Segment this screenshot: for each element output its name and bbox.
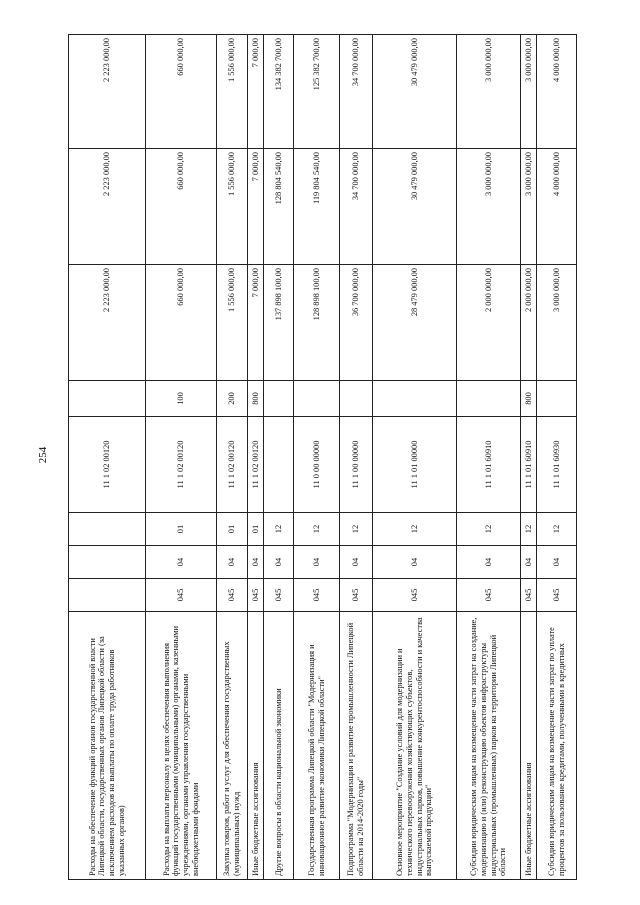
budget-table-body	[69, 35, 577, 880]
row-expense-type-code: 200	[217, 381, 248, 417]
row-admin-code: 045	[340, 579, 373, 612]
row-target-code: 11 1 02 00120	[146, 417, 217, 513]
row-name: Иные бюджетные ассигнования	[248, 612, 264, 880]
row-expense-type-code	[264, 381, 294, 417]
row-section-code: 04	[248, 546, 264, 579]
row-name: Иные бюджетные ассигнования	[521, 612, 537, 880]
row-target-code: 11 1 00 00000	[340, 417, 373, 513]
row-amount-3: 7 000,00	[248, 35, 264, 149]
row-amount-1: 28 479 000,00	[373, 265, 457, 381]
row-amount-2: 3 000 000,00	[521, 149, 537, 265]
row-amount-2: 7 000,00	[248, 149, 264, 265]
row-section-code: 04	[373, 546, 457, 579]
row-amount-3: 34 700 000,00	[340, 35, 373, 149]
row-amount-1: 3 000 000,00	[537, 265, 577, 381]
table-row	[264, 35, 294, 880]
row-amount-1: 660 000,00	[146, 265, 217, 381]
table-row	[294, 35, 340, 880]
row-subsection-code: 12	[537, 513, 577, 546]
row-target-code: 11 1 01 60910	[521, 417, 537, 513]
row-amount-3: 3 000 000,00	[457, 35, 521, 149]
row-target-code	[264, 417, 294, 513]
row-section-code	[69, 546, 146, 579]
row-admin-code: 045	[248, 579, 264, 612]
table-row	[248, 35, 264, 880]
row-admin-code: 045	[521, 579, 537, 612]
row-target-code: 11 1 01 60930	[537, 417, 577, 513]
row-amount-2: 34 700 000,00	[340, 149, 373, 265]
table-row	[217, 35, 248, 880]
row-expense-type-code: 800	[248, 381, 264, 417]
row-subsection-code: 12	[264, 513, 294, 546]
row-admin-code: 045	[373, 579, 457, 612]
row-name: Расходы на выплаты персоналу в целях обеспечения выполнения функций государственными (муниципальными) органами, казенными учреждениями, органами управления государственными внебюджетными фондами	[146, 612, 217, 880]
row-amount-3: 134 382 700,00	[264, 35, 294, 149]
row-section-code: 04	[457, 546, 521, 579]
row-amount-1: 128 898 100,00	[294, 265, 340, 381]
budget-table	[68, 34, 577, 880]
row-subsection-code: 12	[457, 513, 521, 546]
row-subsection-code: 12	[521, 513, 537, 546]
page-number	[33, 440, 53, 470]
budget-table-container	[68, 35, 566, 880]
table-row	[69, 35, 146, 880]
row-amount-1: 137 898 100,00	[264, 265, 294, 381]
row-amount-2: 4 000 000,00	[537, 149, 577, 265]
row-target-code: 11 1 02 00120	[248, 417, 264, 513]
row-amount-3: 2 223 000,00	[69, 35, 146, 149]
table-row	[340, 35, 373, 880]
row-name: Закупка товаров, работ и услуг для обеспечения государственных (муниципальных) нужд	[217, 612, 248, 880]
row-name: Субсидии юридическим лицам на возмещение части затрат по уплате процентов за пользование кредитами, полученными в кредитных	[537, 612, 577, 880]
row-admin-code: 045	[264, 579, 294, 612]
table-row	[457, 35, 521, 880]
row-amount-3: 660 000,00	[146, 35, 217, 149]
page-number-text: 254	[37, 446, 49, 464]
row-expense-type-code	[69, 381, 146, 417]
row-expense-type-code	[373, 381, 457, 417]
table-row	[373, 35, 457, 880]
row-section-code: 04	[294, 546, 340, 579]
row-amount-3: 125 382 700,00	[294, 35, 340, 149]
row-expense-type-code: 100	[146, 381, 217, 417]
row-amount-2: 119 804 540,00	[294, 149, 340, 265]
row-expense-type-code	[340, 381, 373, 417]
row-amount-1: 2 000 000,00	[457, 265, 521, 381]
row-amount-2: 128 804 540,00	[264, 149, 294, 265]
row-amount-1: 2 000 000,00	[521, 265, 537, 381]
row-amount-3: 3 000 000,00	[521, 35, 537, 149]
row-name: Расходы на обеспечение функций органов государственной власти Липецкой области, государственных органов Липецкой области (за исключением расходов на выплаты по оплате труда работников указанных органов)	[69, 612, 146, 880]
row-admin-code	[69, 579, 146, 612]
row-expense-type-code: 800	[521, 381, 537, 417]
row-amount-3: 4 000 000,00	[537, 35, 577, 149]
row-subsection-code: 12	[294, 513, 340, 546]
row-amount-1: 36 700 000,00	[340, 265, 373, 381]
row-section-code: 04	[217, 546, 248, 579]
row-section-code: 04	[340, 546, 373, 579]
row-section-code: 04	[264, 546, 294, 579]
row-subsection-code: 01	[248, 513, 264, 546]
row-target-code: 11 1 01 00000	[373, 417, 457, 513]
row-name: Субсидии юридическим лицам на возмещение части затрат на создание, модернизацию и (или) реконструкцию объектов инфраструктуры индустриальных (промышленных) парков на территории Липецкой области	[457, 612, 521, 880]
row-amount-2: 3 000 000,00	[457, 149, 521, 265]
row-admin-code: 045	[146, 579, 217, 612]
row-admin-code: 045	[457, 579, 521, 612]
row-subsection-code: 01	[217, 513, 248, 546]
row-expense-type-code	[537, 381, 577, 417]
row-admin-code: 045	[294, 579, 340, 612]
row-amount-1: 2 223 000,00	[69, 265, 146, 381]
budget-table-rotated	[68, 35, 566, 880]
row-amount-3: 30 479 000,00	[373, 35, 457, 149]
row-expense-type-code	[457, 381, 521, 417]
row-name: Другие вопросы в области национальной экономики	[264, 612, 294, 880]
row-amount-1: 7 000,00	[248, 265, 264, 381]
table-row	[146, 35, 217, 880]
row-amount-2: 2 223 000,00	[69, 149, 146, 265]
row-section-code: 04	[537, 546, 577, 579]
row-section-code: 04	[521, 546, 537, 579]
row-target-code: 11 0 00 00000	[294, 417, 340, 513]
row-amount-3: 1 556 000,00	[217, 35, 248, 149]
row-section-code: 04	[146, 546, 217, 579]
row-target-code: 11 1 02 00120	[217, 417, 248, 513]
row-name: Основное мероприятие "Создание условий для модернизации и технического перевооружения хозяйствующих субъектов, индустриальных парков, повышение конкурентоспособности и качества выпускаемой продукции"	[373, 612, 457, 880]
row-name: Государственная программа Липецкой области "Модернизация и инновационное развитие экономики Липецкой области"	[294, 612, 340, 880]
row-target-code: 11 1 02 00120	[69, 417, 146, 513]
row-target-code: 11 1 01 60910	[457, 417, 521, 513]
row-subsection-code: 12	[340, 513, 373, 546]
row-expense-type-code	[294, 381, 340, 417]
row-subsection-code: 01	[146, 513, 217, 546]
row-subsection-code	[69, 513, 146, 546]
row-amount-2: 660 000,00	[146, 149, 217, 265]
table-row	[521, 35, 537, 880]
table-row	[537, 35, 577, 880]
row-subsection-code: 12	[373, 513, 457, 546]
row-admin-code: 045	[217, 579, 248, 612]
row-amount-2: 1 556 000,00	[217, 149, 248, 265]
row-amount-1: 1 556 000,00	[217, 265, 248, 381]
row-name: Подпрограмма "Модернизация и развитие промышленности Липецкой области на 2014-2020 годы"	[340, 612, 373, 880]
row-admin-code: 045	[537, 579, 577, 612]
row-amount-2: 30 479 000,00	[373, 149, 457, 265]
